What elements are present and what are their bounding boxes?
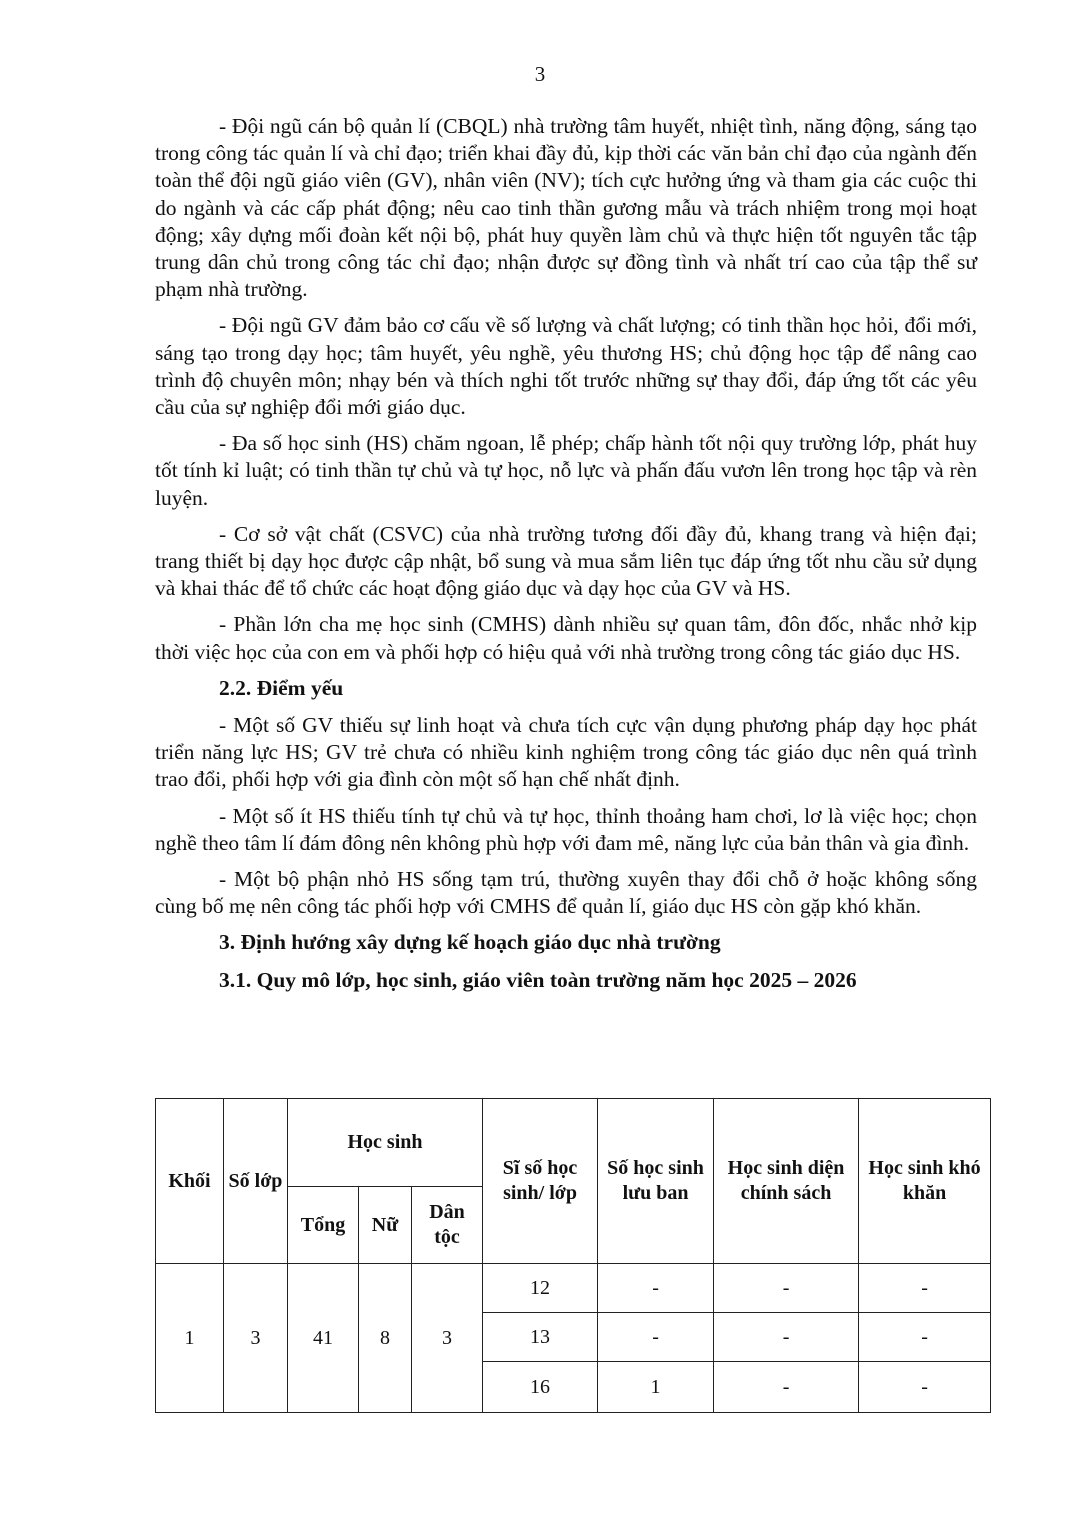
- header-hoc-sinh: Học sinh: [288, 1099, 483, 1187]
- cell-khoi: 1: [156, 1264, 224, 1413]
- cell-si-so: 16: [483, 1362, 598, 1413]
- strength-paragraph: - Phần lớn cha mẹ học sinh (CMHS) dành nhiều sự quan tâm, đôn đốc, nhắc nhở kịp thời việc học của con em và phối hợp có hiệu quả với nhà trường trong công tác giáo dục HS.: [155, 612, 977, 664]
- header-si-so: Sĩ số học sinh/ lớp: [483, 1099, 598, 1264]
- header-tong: Tổng: [288, 1187, 359, 1264]
- table-row: [156, 1264, 991, 1313]
- cell-nu: 8: [359, 1264, 412, 1413]
- page-number: 3: [534, 62, 546, 86]
- cell-so-lop: 3: [224, 1264, 288, 1413]
- header-khoi: Khối: [156, 1099, 224, 1264]
- header-luu-ban: Số học sinh lưu ban: [598, 1099, 714, 1264]
- header-dien-chinh-sach: Học sinh diện chính sách: [714, 1099, 859, 1264]
- weakness-paragraph: - Một số GV thiếu sự linh hoạt và chưa tích cực vận dụng phương pháp dạy học phát triển năng lực HS; GV trẻ chưa có nhiều kinh nghiệm trong công tác giáo dục nên quá trình trao đổi, phối hợp với gia đình còn một số hạn chế nhất định.: [155, 713, 977, 792]
- weakness-paragraph: - Một số ít HS thiếu tính tự chủ và tự học, thỉnh thoảng ham chơi, lơ là việc học; chọn nghề theo tâm lí đám đông nên không phù hợp với đam mê, năng lực của bản thân và gia đình.: [155, 803, 977, 855]
- strength-paragraph: - Đa số học sinh (HS) chăm ngoan, lễ phép; chấp hành tốt nội quy trường lớp, phát huy tốt tính kỉ luật; có tinh thần tự chủ và tự học, nỗ lực và phấn đấu vươn lên trong học tập và rèn luyện.: [155, 431, 977, 510]
- table-header-row: [156, 1099, 991, 1187]
- header-kho-khan: Học sinh khó khăn: [859, 1099, 991, 1264]
- document-body: [155, 113, 977, 1001]
- weakness-paragraph: - Một bộ phận nhỏ HS sống tạm trú, thường xuyên thay đổi chỗ ở hoặc không sống cùng bố mẹ nên công tác phối hợp với CMHS để quản lí, giáo dục HS còn gặp khó khăn.: [155, 867, 977, 919]
- cell-dien-chinh-sach: -: [714, 1362, 859, 1413]
- strength-paragraph: - Đội ngũ GV đảm bảo cơ cấu về số lượng và chất lượng; có tinh thần học hỏi, đổi mới, sáng tạo trong dạy học; tâm huyết, yêu nghề, yêu thương HS; chủ động học tập để nâng cao trình độ chuyên môn; nhạy bén và thích nghi tốt trước những sự thay đổi, đáp ứng tốt các yêu cầu của sự nghiệp đổi mới giáo dục.: [155, 313, 977, 420]
- strength-paragraph: - Cơ sở vật chất (CSVC) của nhà trường tương đối đầy đủ, khang trang và hiện đại; trang thiết bị dạy học được cập nhật, bổ sung và mua sắm liên tục đáp ứng tốt nhu cầu sử dụng và khai thác để tổ chức các hoạt động giáo dục và dạy học của GV và HS.: [155, 521, 977, 601]
- header-dan-toc: Dân tộc: [412, 1187, 483, 1264]
- cell-dan-toc: 3: [412, 1264, 483, 1413]
- section-3-1-heading: 3.1. Quy mô lớp, học sinh, giáo viên toàn trường năm học 2025 – 2026: [219, 967, 857, 992]
- strength-paragraph: - Đội ngũ cán bộ quản lí (CBQL) nhà trường tâm huyết, nhiệt tình, năng động, sáng tạo trong công tác quản lí và chỉ đạo; triển khai đầy đủ, kịp thời các văn bản chỉ đạo của ngành đến toàn thể đội ngũ giáo viên (GV), nhân viên (NV); tích cực hưởng ứng và tham gia các cuộc thi do ngành và các cấp phát động; nêu cao tinh thần gương mẫu và trách nhiệm trong mọi hoạt động; xây dựng mối đoàn kết nội bộ, phát huy quyền làm chủ và thực hiện tốt nguyên tắc tập trung dân chủ trong công tác chỉ đạo; nhận được sự đồng tình và nhất trí cao của tập thể sư phạm nhà trường.: [155, 114, 977, 302]
- header-nu: Nữ: [359, 1187, 412, 1264]
- cell-luu-ban: -: [598, 1264, 714, 1313]
- cell-kho-khan: -: [859, 1264, 991, 1313]
- cell-kho-khan: -: [859, 1362, 991, 1413]
- cell-luu-ban: -: [598, 1313, 714, 1362]
- cell-si-so: 13: [483, 1313, 598, 1362]
- cell-dien-chinh-sach: -: [714, 1313, 859, 1362]
- weakness-heading: 2.2. Điểm yếu: [219, 675, 344, 700]
- section-3-heading: 3. Định hướng xây dựng kế hoạch giáo dục nhà trường: [219, 930, 721, 955]
- cell-tong: 41: [288, 1264, 359, 1413]
- cell-dien-chinh-sach: -: [714, 1264, 859, 1313]
- cell-kho-khan: -: [859, 1313, 991, 1362]
- header-so-lop: Số lớp: [224, 1099, 288, 1264]
- class-scale-table: [155, 1098, 991, 1413]
- cell-si-so: 12: [483, 1264, 598, 1313]
- cell-luu-ban: 1: [598, 1362, 714, 1413]
